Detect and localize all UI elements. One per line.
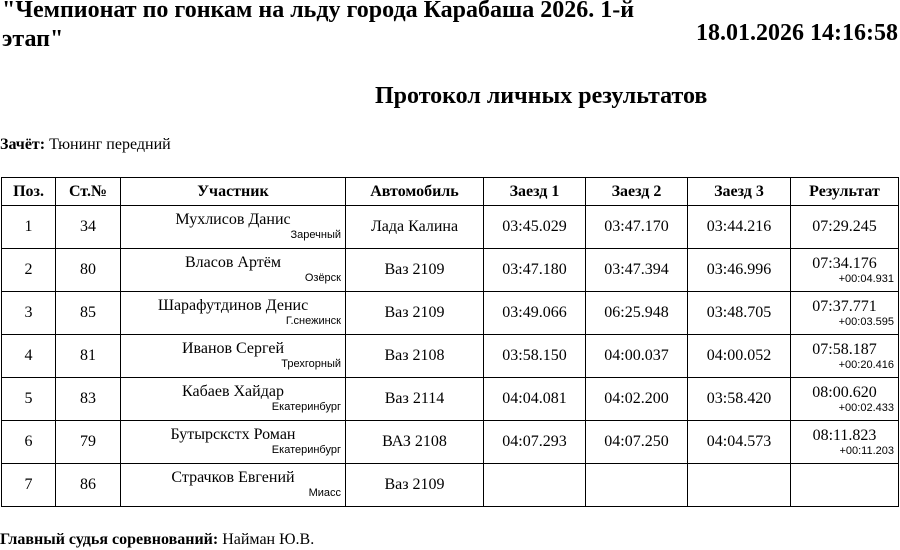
- cell-race-1: 03:49.066: [484, 292, 586, 335]
- participant-city: Заречный: [290, 228, 341, 241]
- cell-participant: [121, 464, 346, 507]
- table-row: [2, 206, 899, 249]
- cell-race-3: 03:48.705: [688, 292, 791, 335]
- cell-race-1: 03:58.150: [484, 335, 586, 378]
- header-race-3: Заезд 3: [688, 178, 791, 206]
- cell-race-3: 04:00.052: [688, 335, 791, 378]
- protocol-title: Протокол личных результатов: [375, 83, 708, 109]
- participant-name: Кабаев Хайдар: [182, 382, 284, 400]
- cell-result: [791, 464, 899, 507]
- cell-start-number: 86: [56, 464, 121, 507]
- cell-car: Ваз 2109: [346, 292, 484, 335]
- header-result: Результат: [791, 178, 899, 206]
- cell-pos: 3: [2, 292, 56, 335]
- cell-participant: [121, 335, 346, 378]
- chief-judge-name: Найман Ю.В.: [222, 531, 315, 548]
- cell-pos: 6: [2, 421, 56, 464]
- cell-pos: 1: [2, 206, 56, 249]
- cell-race-2: 04:00.037: [586, 335, 688, 378]
- header-race-1: Заезд 1: [484, 178, 586, 206]
- table-row: [2, 464, 899, 507]
- participant-city: Екатеринбург: [271, 443, 341, 456]
- cell-car: Лада Калина: [346, 206, 484, 249]
- cell-participant: [121, 378, 346, 421]
- cell-result: [791, 378, 899, 421]
- category-label: Зачёт:: [0, 136, 46, 153]
- cell-car: Ваз 2109: [346, 249, 484, 292]
- category-value: Тюнинг передний: [49, 136, 171, 153]
- cell-race-1: 03:45.029: [484, 206, 586, 249]
- participant-name: Власов Артём: [185, 253, 281, 271]
- cell-race-2: 03:47.170: [586, 206, 688, 249]
- table-row: [2, 335, 899, 378]
- header-participant: Участник: [121, 178, 346, 206]
- cell-race-1: 03:47.180: [484, 249, 586, 292]
- table-row: [2, 378, 899, 421]
- cell-result: [791, 335, 899, 378]
- cell-result: [791, 421, 899, 464]
- header-car: Автомобиль: [346, 178, 484, 206]
- participant-city: Г.снежинск: [285, 314, 341, 327]
- cell-race-3: [688, 464, 791, 507]
- cell-car: ВАЗ 2108: [346, 421, 484, 464]
- result-time: 07:58.187: [812, 340, 877, 358]
- result-time: 08:00.620: [812, 383, 877, 401]
- result-time: 07:37.771: [812, 297, 877, 315]
- cell-car: Ваз 2109: [346, 464, 484, 507]
- header-start-number: Ст.№: [56, 178, 121, 206]
- cell-race-2: 04:02.200: [586, 378, 688, 421]
- table-header-row: [2, 178, 899, 206]
- cell-car: Ваз 2114: [346, 378, 484, 421]
- cell-participant: [121, 292, 346, 335]
- result-time: 08:11.823: [812, 426, 877, 444]
- cell-pos: 7: [2, 464, 56, 507]
- result-gap: +00:04.931: [838, 272, 894, 285]
- table-row: [2, 292, 899, 335]
- cell-race-2: 03:47.394: [586, 249, 688, 292]
- participant-city: Трехгорный: [281, 357, 341, 370]
- cell-start-number: 81: [56, 335, 121, 378]
- cell-participant: [121, 249, 346, 292]
- result-gap: +00:03.595: [838, 315, 894, 328]
- result-gap: +00:02.433: [838, 401, 894, 414]
- result-time: 07:29.245: [812, 218, 877, 235]
- participant-name: Шарафутдинов Денис: [157, 296, 309, 314]
- participant-name: Иванов Сергей: [181, 339, 285, 357]
- participant-city: Озёрск: [304, 271, 341, 284]
- header-pos: Поз.: [2, 178, 56, 206]
- results-table: [1, 177, 899, 507]
- cell-start-number: 34: [56, 206, 121, 249]
- cell-race-1: [484, 464, 586, 507]
- cell-participant: [121, 421, 346, 464]
- cell-pos: 2: [2, 249, 56, 292]
- cell-race-3: 03:46.996: [688, 249, 791, 292]
- participant-name: Мухлисов Данис: [175, 210, 291, 228]
- chief-judge-line: [0, 531, 314, 549]
- participant-city: Екатеринбург: [271, 400, 341, 413]
- cell-pos: 4: [2, 335, 56, 378]
- cell-start-number: 83: [56, 378, 121, 421]
- cell-pos: 5: [2, 378, 56, 421]
- table-row: [2, 249, 899, 292]
- cell-participant: [121, 206, 346, 249]
- participant-city: Миасс: [308, 486, 341, 499]
- cell-start-number: 80: [56, 249, 121, 292]
- cell-result: [791, 206, 899, 249]
- result-time: 07:34.176: [812, 254, 877, 272]
- cell-race-2: 06:25.948: [586, 292, 688, 335]
- cell-start-number: 79: [56, 421, 121, 464]
- cell-race-1: 04:04.081: [484, 378, 586, 421]
- cell-race-3: 04:04.573: [688, 421, 791, 464]
- participant-name: Страчков Евгений: [171, 468, 295, 486]
- cell-start-number: 85: [56, 292, 121, 335]
- category-line: [0, 136, 171, 154]
- cell-race-1: 04:07.293: [484, 421, 586, 464]
- result-gap: +00:11.203: [839, 444, 894, 457]
- participant-name: Бутырскстх Роман: [170, 425, 296, 443]
- cell-result: [791, 249, 899, 292]
- event-title: "Чемпионат по гонкам на льду города Карабаша 2026. 1-й этап": [2, 0, 635, 52]
- cell-race-3: 03:44.216: [688, 206, 791, 249]
- header-race-2: Заезд 2: [586, 178, 688, 206]
- cell-race-3: 03:58.420: [688, 378, 791, 421]
- table-row: [2, 421, 899, 464]
- cell-result: [791, 292, 899, 335]
- result-gap: +00:20.416: [838, 358, 894, 371]
- chief-judge-label: Главный судья соревнований:: [0, 531, 219, 548]
- print-datetime: 18.01.2026 14:16:58: [696, 20, 898, 46]
- cell-car: Ваз 2108: [346, 335, 484, 378]
- cell-race-2: [586, 464, 688, 507]
- cell-race-2: 04:07.250: [586, 421, 688, 464]
